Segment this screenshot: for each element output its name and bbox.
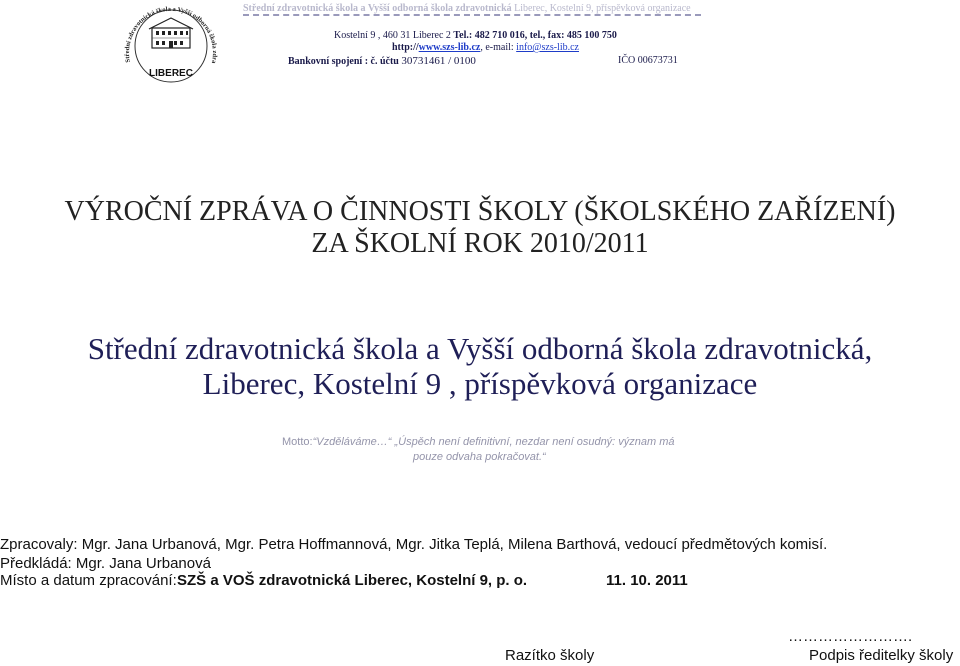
header-bank-line: [288, 55, 476, 67]
school-logo: [116, 0, 226, 84]
place-date-label: Místo a datum zpracování:: [0, 572, 177, 589]
header-phone: Tel.: 482 710 016, tel., fax: 485 100 750: [453, 30, 617, 41]
date-value: 11. 10. 2011: [606, 572, 688, 589]
motto-line1: [282, 436, 675, 448]
logo-city: LIBEREC: [149, 68, 193, 79]
header-web-prefix: http://: [392, 42, 419, 53]
place-value: SZŠ a VOŠ zdravotnická Liberec, Kostelní 9, p. o.: [177, 572, 528, 589]
svg-text:Střední zdravotnická škola a V: [116, 0, 218, 65]
motto-label: Motto:: [282, 436, 313, 448]
report-title-line1: VÝROČNÍ ZPRÁVA O ČINNOSTI ŠKOLY (ŠKOLSKÉHO ZAŘÍZENÍ): [64, 196, 896, 227]
header-divider: [243, 14, 701, 16]
header-web-line: [392, 42, 579, 53]
header-school-name-bold: Střední zdravotnická škola a Vyšší odborná škola zdravotnická: [243, 3, 512, 14]
web-link[interactable]: www.szs-lib.cz: [418, 42, 481, 53]
bank-label: Bankovní spojení : č. účtu: [288, 56, 399, 67]
header-email-label: , e-mail:: [480, 42, 514, 53]
report-title-line2: ZA ŠKOLNÍ ROK 2010/2011: [311, 228, 649, 259]
signature-label: Podpis ředitelky školy: [809, 647, 954, 664]
school-name-line2: Liberec, Kostelní 9 , příspěvková organizace: [202, 366, 758, 401]
stamp-label: Razítko školy: [505, 647, 595, 664]
motto-text: “Vzděláváme…“ „Úspěch není definitivní, nezdar není osudný: význam má: [312, 436, 675, 448]
submitted-by: Předkládá: Mgr. Jana Urbanová: [0, 555, 211, 572]
bank-account: 30731461 / 0100: [401, 55, 476, 67]
school-name-line1: Střední zdravotnická škola a Vyšší odborná škola zdravotnická,: [87, 331, 873, 366]
header-ico: IČO 00673731: [618, 55, 678, 66]
header-contact-line: [334, 30, 617, 41]
header-school-name: [243, 3, 691, 14]
prepared-by: Zpracovaly: Mgr. Jana Urbanová, Mgr. Petra Hoffmannová, Mgr. Jitka Teplá, Milena Barthová, vedoucí předmětových komisí.: [0, 536, 828, 553]
email-link[interactable]: info@szs-lib.cz: [516, 42, 579, 53]
signature-line: …………………….: [788, 628, 913, 645]
header-school-name-rest: Liberec, Kostelní 9, příspěvková organizace: [514, 3, 691, 14]
logo-arc-text: Střední zdravotnická škola a Vyšší odborná škola zdra: [123, 5, 219, 65]
header-address: Kostelní 9 , 460 31 Liberec 2: [334, 30, 451, 41]
motto-line2: pouze odvaha pokračovat.“: [413, 451, 546, 463]
